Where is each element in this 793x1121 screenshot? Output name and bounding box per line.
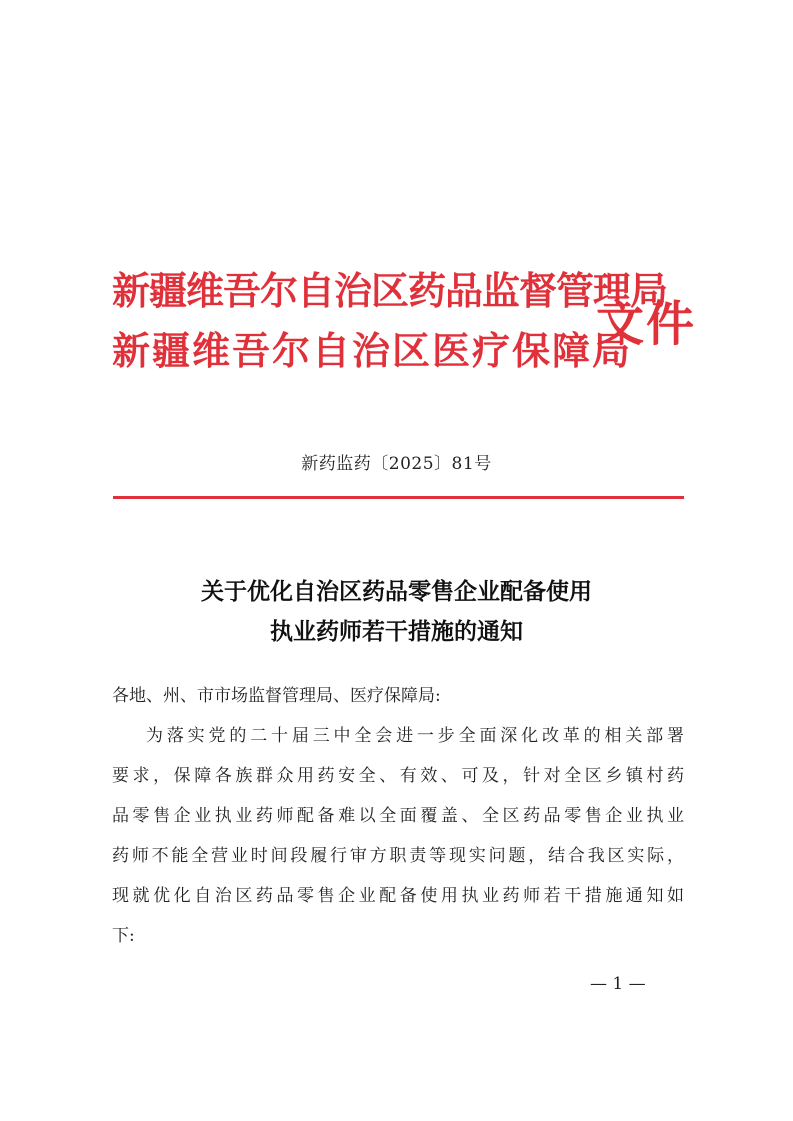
paragraph-line: 品零售企业执业药师配备难以全面覆盖、全区药品零售企业执业: [112, 806, 684, 826]
paragraph-line: 要求，保障各族群众用药安全、有效、可及，针对全区乡镇村药: [112, 766, 684, 786]
paragraph-line: 现就优化自治区药品零售企业配备使用执业药师若干措施通知如: [112, 886, 684, 906]
paragraph-line: 药师不能全营业时间段履行审方职责等现实问题，结合我区实际，: [112, 846, 684, 866]
issuer-name-healthcare-security: 新疆维吾尔自治区医疗保障局: [112, 328, 633, 373]
title-line-1: 关于优化自治区药品零售企业配备使用: [201, 578, 592, 605]
addressee-line: 各地、州、市市场监督管理局、医疗保障局:: [112, 686, 441, 706]
red-separator-line: [113, 496, 684, 499]
document-type-label: 文件: [596, 296, 697, 352]
page-number: — 1 —: [590, 974, 646, 994]
document-number: 新药监药〔2025〕81号: [301, 454, 492, 474]
paragraph-line: 为落实党的二十届三中全会进一步全面深化改革的相关部署: [146, 726, 684, 746]
title-line-2: 执业药师若干措施的通知: [270, 618, 523, 645]
issuer-header: [112, 268, 697, 398]
document-title: [0, 572, 793, 652]
paragraph-line: 下:: [112, 926, 135, 946]
document-body: [112, 676, 684, 956]
issuer-name-drug-administration: 新疆维吾尔自治区药品监督管理局: [112, 268, 668, 313]
